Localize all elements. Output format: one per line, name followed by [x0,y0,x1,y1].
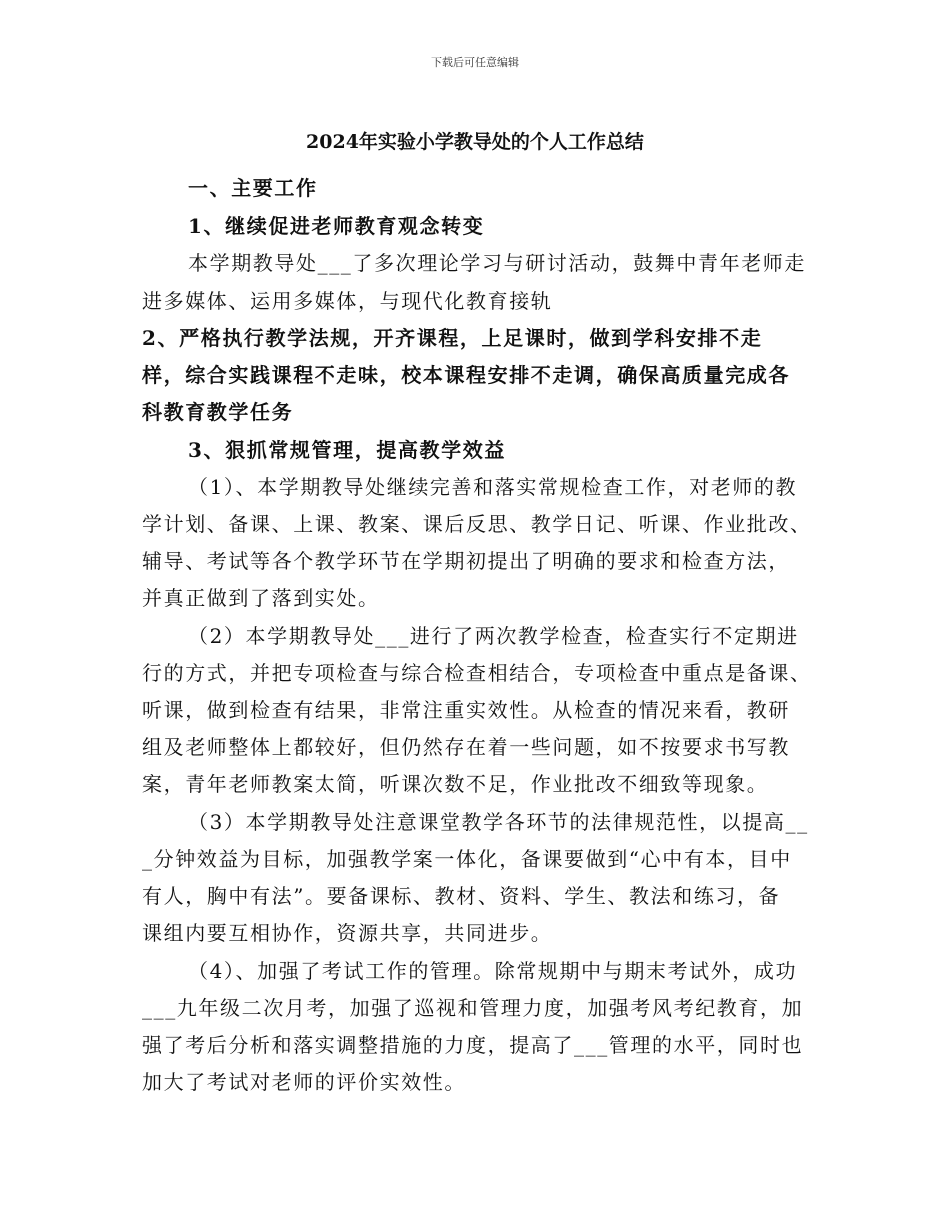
header-note: 下载后可任意编辑 [431,56,519,69]
paragraph-line: 课组内要互相协作，资源共享，共同进步。 [142,921,553,945]
paragraph-line: （2）本学期教导处___进行了两次教学检查，检查实行不定期进 [188,624,799,648]
paragraph-line: （3）本学期教导处注意课堂教学各环节的法律规范性，以提高__ [188,810,809,834]
paragraph-line: 组及老师整体上都较好，但仍然存在着一些问题，如不按要求书写教 [142,735,790,759]
subsection-heading: 1、继续促进老师教育观念转变 [188,214,485,238]
subsection-heading: 样，综合实践课程不走味，校本课程安排不走调，确保高质量完成各 [142,363,790,387]
paragraph-line: ___九年级二次月考，加强了巡视和管理力度，加强考风考纪教育，加 [142,996,804,1020]
paragraph-line: 加大了考试对老师的评价实效性。 [142,1070,466,1094]
document-title: 2024年实验小学教导处的个人工作总结 [306,131,644,153]
paragraph-line: 有人，胸中有法”。要备课标、教材、资料、学生、教法和练习，备 [142,884,781,908]
paragraph-line: 听课，做到检查有结果，非常注重实效性。从检查的情况来看，教研 [142,698,790,722]
subsection-heading: 3、狠抓常规管理，提高教学效益 [188,438,506,462]
paragraph-line: （4）、加强了考试工作的管理。除常规期中与期末考试外，成功 [188,959,798,983]
paragraph-line: 本学期教导处___了多次理论学习与研讨活动，鼓舞中青年老师走 [188,251,806,275]
paragraph-line: （1）、本学期教导处继续完善和落实常规检查工作，对老师的教 [188,475,798,499]
paragraph-line: _分钟效益为目标，加强教学案一体化，备课要做到“心中有本，目中 [142,847,792,871]
paragraph-line: 并真正做到了落到实处。 [142,586,380,610]
paragraph-line: 案，青年老师教案太简，听课次数不足，作业批改不细致等现象。 [142,772,769,796]
subsection-heading: 科教育教学任务 [142,400,294,424]
paragraph-line: 行的方式，并把专项检查与综合检查相结合，专项检查中重点是备课、 [142,661,812,685]
paragraph-line: 辅导、考试等各个教学环节在学期初提出了明确的要求和检查方法， [142,549,790,573]
paragraph-line: 强了考后分析和落实调整措施的力度，提高了___管理的水平，同时也 [142,1033,804,1057]
section-heading: 一、主要工作 [188,176,318,200]
paragraph-line: 进多媒体、运用多媒体，与现代化教育接轨 [142,289,553,313]
subsection-heading: 2、严格执行教学法规，开齐课程，上足课时，做到学科安排不走 [142,326,763,350]
paragraph-line: 学计划、备课、上课、教案、课后反思、教学日记、听课、作业批改、 [142,512,812,536]
